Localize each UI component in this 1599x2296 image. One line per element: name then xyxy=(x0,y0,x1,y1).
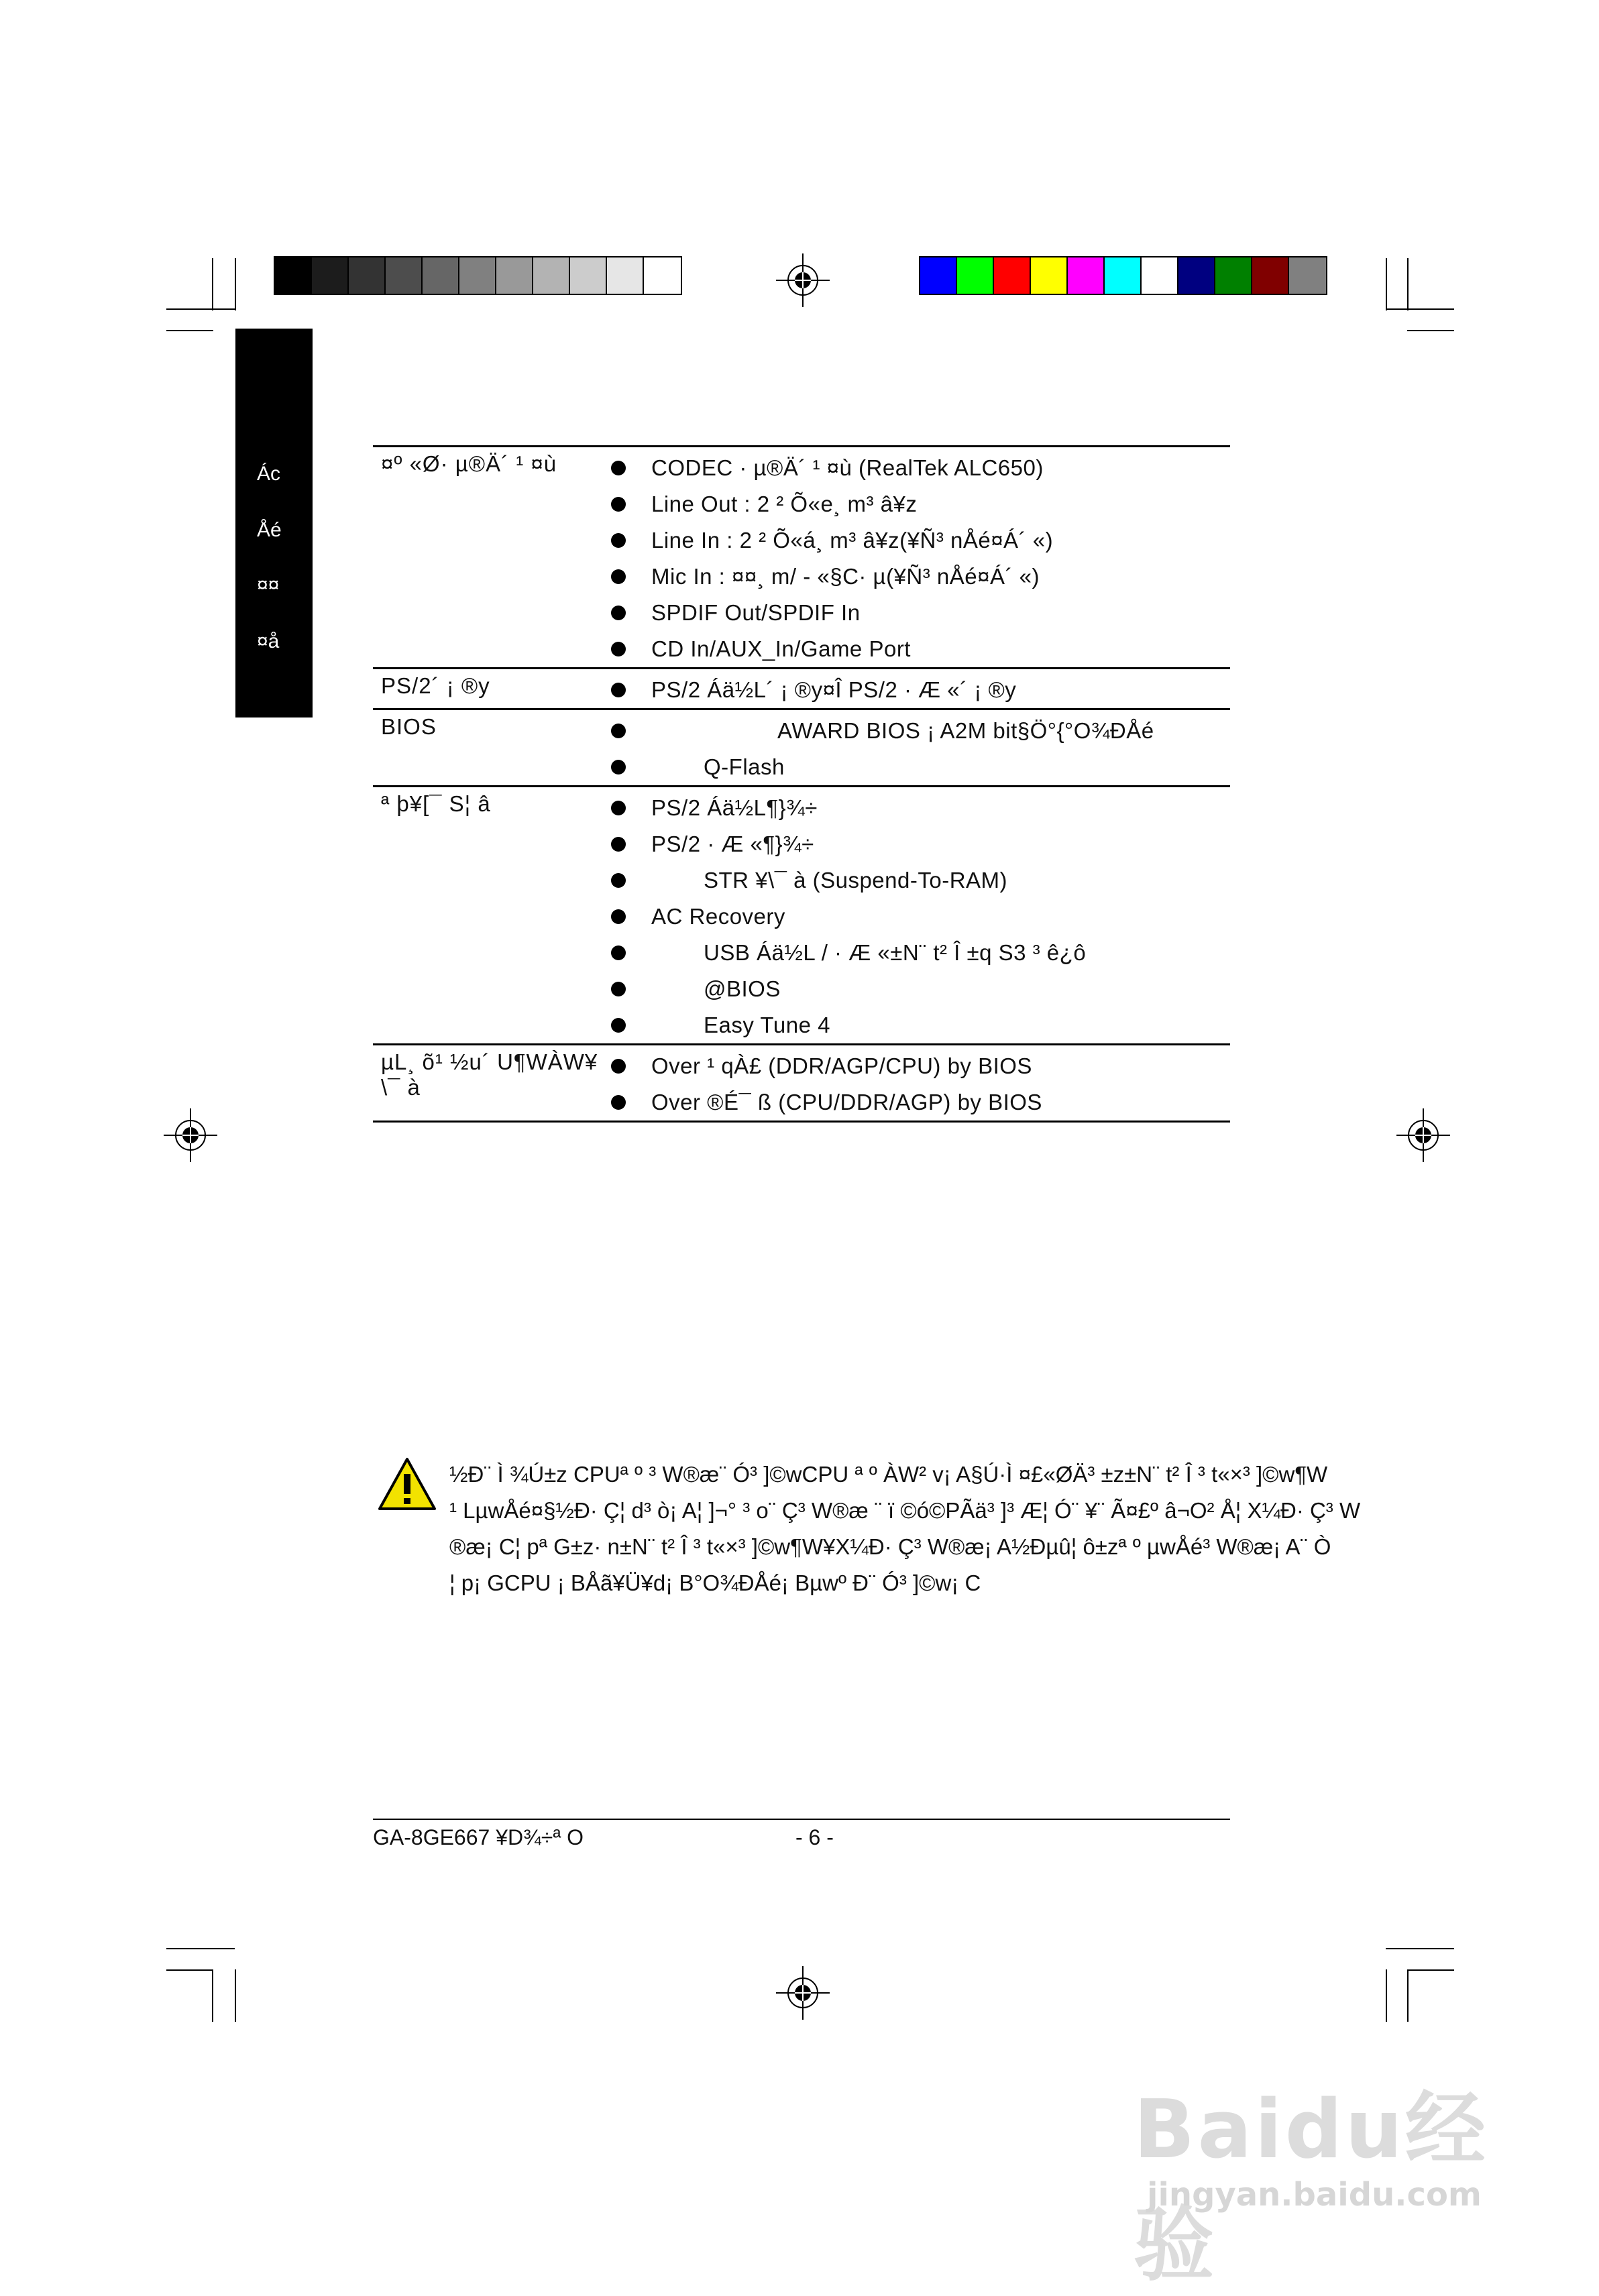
spec-item xyxy=(606,450,1230,486)
warning-line: ¹ LµwÅé¤§½Ð· Ç¦ d³ ò¡ A¦ ]¬° ³ o¨ Ç³ W®æ ¨ ï ©ó©PÃä³ ]³ Æ¦ Ó¨ ¥¨ Ã¤£º â¬O² Å¦ X¼Ð· Ç³ W xyxy=(449,1498,1361,1523)
spec-row xyxy=(373,709,1230,787)
crop-mark xyxy=(235,1969,236,2022)
bullet-icon xyxy=(611,724,626,738)
bullet-icon xyxy=(611,569,626,584)
bullet-icon xyxy=(611,642,626,656)
warning-line: ½Ð¨ Ì ¾Ú±z CPUª º ³ W®æ¨ Ó³ ]©wCPU ª º ÀW² v¡ A§Ú·Ì ¤£«ØÄ³ ±z±N¨ t² Î ³ t«×³ ]©w¶W xyxy=(449,1462,1328,1487)
specification-table xyxy=(373,445,1230,1123)
spec-item-text: CODEC · µ®Ä´ ¹ ¤ù (RealTek ALC650) xyxy=(651,455,1044,480)
calibration-swatch xyxy=(1105,257,1142,294)
grayscale-calibration-bar xyxy=(274,256,682,295)
spec-item xyxy=(606,713,1230,749)
spec-item xyxy=(606,1084,1230,1121)
registration-mark-icon xyxy=(1396,1108,1450,1162)
spec-item-text: Over ¹ qÀ£ (DDR/AGP/CPU) by BIOS xyxy=(651,1053,1032,1078)
calibration-swatch xyxy=(994,257,1031,294)
bullet-icon xyxy=(611,873,626,888)
spec-item xyxy=(606,559,1230,595)
crop-mark xyxy=(1386,308,1454,310)
crop-mark xyxy=(1386,1948,1454,1949)
calibration-swatch xyxy=(1178,257,1215,294)
bullet-icon xyxy=(611,1018,626,1033)
registration-mark-icon xyxy=(776,1966,830,2020)
calibration-swatch xyxy=(459,257,496,294)
bullet-icon xyxy=(611,461,626,475)
side-tab-char: Ác xyxy=(257,463,281,485)
spec-item-text: AWARD BIOS ¡ A2M bit§Ö°{°O¾ÐÅé xyxy=(777,718,1154,743)
spec-items xyxy=(606,447,1230,669)
bullet-icon xyxy=(611,760,626,774)
warning-line: ¦ p¡ GCPU ¡ BÅã¥Ü¥d¡ B°O¾ÐÅé¡ Bµwº Ð¨ Ó³ ]©w¡ C xyxy=(449,1570,981,1595)
baidu-watermark xyxy=(1134,2065,1509,2292)
bullet-icon xyxy=(611,1059,626,1074)
spec-category: µL¸ õ¹ ½u´ U¶WÀW¥\¯ à xyxy=(381,1049,598,1100)
spec-item xyxy=(606,1048,1230,1084)
calibration-swatch xyxy=(1215,257,1252,294)
crop-mark xyxy=(166,1969,213,1971)
footer-model-name: GA-8GE667 ¥D¾÷ª O xyxy=(373,1825,584,1849)
bullet-icon xyxy=(611,683,626,697)
bullet-icon xyxy=(611,945,626,960)
bullet-icon xyxy=(611,801,626,815)
side-tab-char: Åé xyxy=(257,519,282,541)
spec-item xyxy=(606,899,1230,935)
spec-item xyxy=(606,486,1230,522)
calibration-swatch xyxy=(644,257,681,294)
spec-item xyxy=(606,935,1230,971)
spec-item-text: Line Out : 2 ² Õ«e¸ m³ â¥z xyxy=(651,492,918,516)
spec-item xyxy=(606,631,1230,667)
spec-row xyxy=(373,1045,1230,1122)
spec-item-text: PS/2 Áä½L¶}¾÷ xyxy=(651,795,818,820)
spec-category: ª þ¥[¯ S¦ â xyxy=(381,791,491,816)
spec-items xyxy=(606,709,1230,787)
crop-mark xyxy=(166,308,235,310)
warning-text xyxy=(449,1456,1361,1601)
crop-mark xyxy=(212,258,213,310)
calibration-swatch xyxy=(312,257,349,294)
spec-item xyxy=(606,749,1230,785)
crop-mark xyxy=(1407,1969,1454,1971)
calibration-swatch xyxy=(533,257,570,294)
spec-item xyxy=(606,862,1230,899)
spec-item xyxy=(606,1007,1230,1043)
calibration-swatch xyxy=(275,257,312,294)
spec-category: BIOS xyxy=(381,714,437,739)
calibration-swatch xyxy=(349,257,386,294)
spec-item-text: PS/2 Áä½L´ ¡ ®y¤Î PS/2 · Æ «´ ¡ ®y xyxy=(651,677,1017,702)
crop-mark xyxy=(212,1969,213,2022)
spec-category: ¤º «Ø· µ®Ä´ ¹ ¤ù xyxy=(381,451,557,476)
bullet-icon xyxy=(611,1095,626,1110)
spec-item-text: Mic In : ¤¤¸ m/ - «§C· µ(¥Ñ³ nÅé¤Á´ «) xyxy=(651,564,1040,589)
calibration-swatch xyxy=(386,257,423,294)
calibration-swatch xyxy=(1142,257,1178,294)
spec-item xyxy=(606,826,1230,862)
spec-items xyxy=(606,787,1230,1045)
calibration-swatch xyxy=(570,257,607,294)
color-calibration-bar xyxy=(919,256,1327,295)
calibration-swatch xyxy=(496,257,533,294)
registration-mark-icon xyxy=(164,1108,217,1162)
spec-item-text: Easy Tune 4 xyxy=(704,1013,830,1037)
crop-mark xyxy=(1407,258,1409,310)
crop-mark xyxy=(235,258,236,310)
registration-mark-icon xyxy=(776,253,830,307)
spec-item-text: STR ¥\¯ à (Suspend-To-RAM) xyxy=(704,868,1008,893)
side-tab-char: ¤¤ xyxy=(257,574,280,596)
spec-item-text: Line In : 2 ² Õ«á¸ m³ â¥z(¥Ñ³ nÅé¤Á´ «) xyxy=(651,528,1054,553)
calibration-swatch xyxy=(1068,257,1105,294)
warning-triangle-icon xyxy=(377,1456,437,1511)
spec-row xyxy=(373,447,1230,669)
crop-mark xyxy=(166,1948,235,1949)
bullet-icon xyxy=(611,982,626,996)
crop-mark xyxy=(1407,1969,1409,2022)
calibration-swatch xyxy=(1289,257,1326,294)
spec-category: PS/2´ ¡ ®y xyxy=(381,673,490,698)
spec-row xyxy=(373,787,1230,1045)
spec-items xyxy=(606,669,1230,709)
page-number: - 6 - xyxy=(795,1825,834,1849)
calibration-swatch xyxy=(1031,257,1068,294)
spec-item xyxy=(606,522,1230,559)
crop-mark xyxy=(166,330,213,331)
warning-line: ®æ¡ C¦ pª G±z· n±N¨ t² Î ³ t«×³ ]©w¶W¥X¼Ð· Ç³ W®æ¡ A½Ðµû¦ ô±zª º µwÅé³ W®æ¡ A¨ Ò xyxy=(449,1534,1331,1559)
spec-row xyxy=(373,669,1230,709)
spec-item-text: SPDIF Out/SPDIF In xyxy=(651,600,861,625)
side-tab-char: ¤å xyxy=(257,630,280,652)
spec-item xyxy=(606,672,1230,708)
watermark-brand: Baidu经验 xyxy=(1134,2083,1488,2292)
calibration-swatch xyxy=(423,257,459,294)
chapter-side-tab xyxy=(235,329,313,718)
spec-item xyxy=(606,971,1230,1007)
bullet-icon xyxy=(611,837,626,852)
bullet-icon xyxy=(611,909,626,924)
spec-item-text: Q-Flash xyxy=(704,754,785,779)
spec-item-text: CD In/AUX_In/Game Port xyxy=(651,636,911,661)
spec-item-text: PS/2 · Æ «¶}¾÷ xyxy=(651,831,814,856)
crop-mark xyxy=(1386,258,1387,310)
spec-item-text: AC Recovery xyxy=(651,904,785,929)
spec-item xyxy=(606,595,1230,631)
spec-item-text: USB Áä½L / · Æ «±N¨ t² Î ±q S3 ³ ê¿ô xyxy=(704,940,1087,965)
crop-mark xyxy=(1386,1969,1387,2022)
spec-item xyxy=(606,790,1230,826)
spec-items xyxy=(606,1045,1230,1122)
bullet-icon xyxy=(611,606,626,620)
watermark-url: jingyan.baidu.com xyxy=(1147,2176,1482,2214)
bullet-icon xyxy=(611,497,626,512)
spec-item-text: @BIOS xyxy=(704,976,781,1001)
crop-mark xyxy=(1407,330,1454,331)
footer-divider xyxy=(373,1819,1230,1820)
spec-item-text: Over ®É¯ ß (CPU/DDR/AGP) by BIOS xyxy=(651,1090,1042,1114)
calibration-swatch xyxy=(920,257,957,294)
calibration-swatch xyxy=(607,257,644,294)
calibration-swatch xyxy=(957,257,994,294)
calibration-swatch xyxy=(1252,257,1289,294)
bullet-icon xyxy=(611,533,626,548)
